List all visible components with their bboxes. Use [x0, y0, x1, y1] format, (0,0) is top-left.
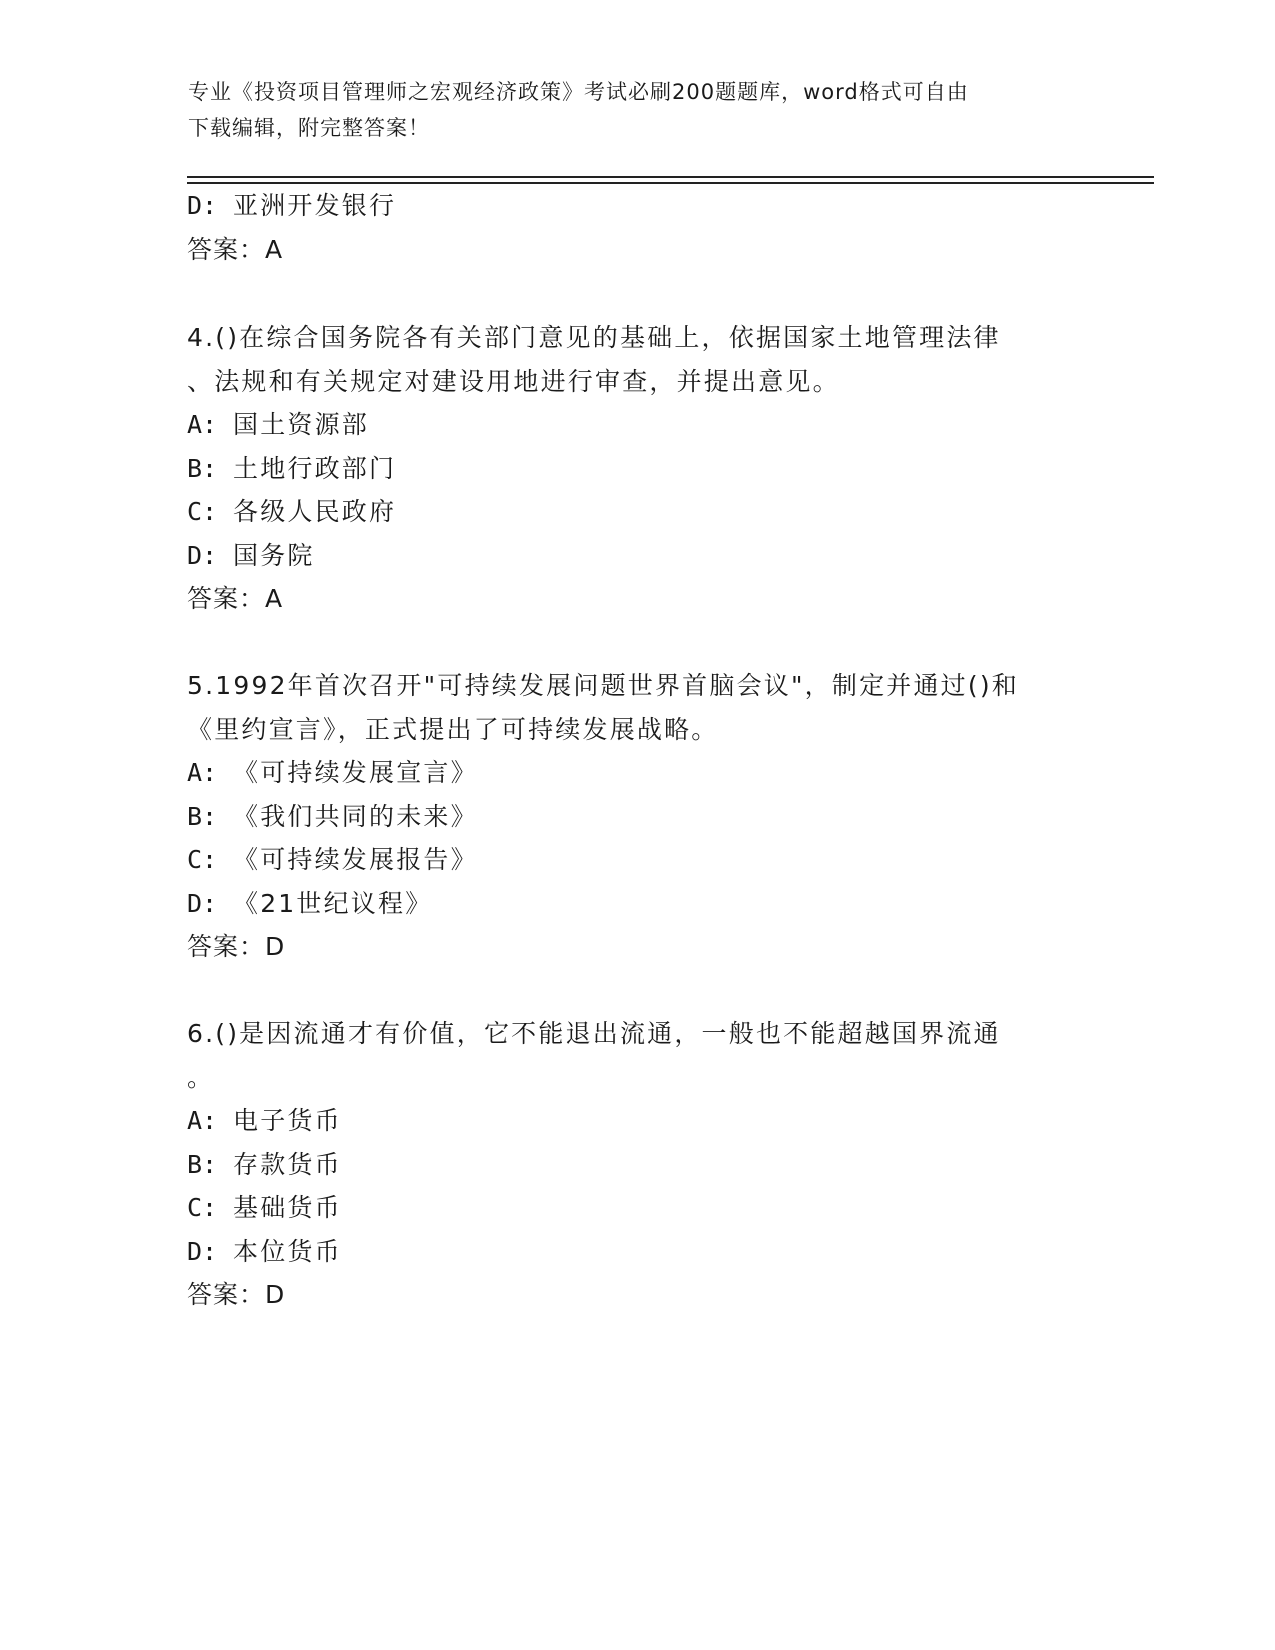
- q6-stem-line-2: 。: [187, 1063, 215, 1092]
- q6-option-d: [187, 1232, 1087, 1268]
- option-label: D:: [187, 191, 218, 220]
- header-line-1: 专业《投资项目管理师之宏观经济政策》考试必刷200题题库，word格式可自由: [188, 80, 969, 104]
- option-text: 国土资源部: [233, 410, 370, 439]
- option-label: A:: [187, 758, 218, 787]
- option-label: A:: [187, 1106, 218, 1135]
- option-label: B:: [187, 802, 218, 831]
- option-label: C:: [187, 845, 218, 874]
- q4-option-a: [187, 405, 1087, 441]
- q3-option-d: [187, 186, 1087, 222]
- q5-stem-line-2: 《里约宣言》，正式提出了可持续发展战略。: [187, 715, 719, 744]
- option-text: 电子货币: [233, 1106, 342, 1135]
- q4-answer: 答案：A: [187, 584, 284, 613]
- header-line-2: 下载编辑，附完整答案！: [188, 116, 430, 140]
- option-text: 《21世纪议程》: [233, 889, 433, 918]
- option-text: 国务院: [233, 541, 315, 570]
- q4-option-b: [187, 449, 1087, 485]
- q5-option-a: [187, 753, 1087, 789]
- option-label: D:: [187, 889, 218, 918]
- option-text: 《我们共同的未来》: [233, 802, 478, 831]
- option-label: B:: [187, 1150, 218, 1179]
- option-text: 存款货币: [233, 1150, 342, 1179]
- header-divider-bottom: [187, 182, 1154, 184]
- q4-stem-line-2: 、法规和有关规定对建设用地进行审查，并提出意见。: [187, 367, 840, 396]
- option-text: 本位货币: [233, 1237, 342, 1266]
- q5-option-d: [187, 884, 1087, 920]
- q5-option-b: [187, 797, 1087, 833]
- q6-option-a: [187, 1101, 1087, 1137]
- q4-option-c: [187, 492, 1087, 528]
- option-label: C:: [187, 497, 218, 526]
- q6-answer: 答案：D: [187, 1280, 286, 1309]
- q4-stem-line-1: 4.()在综合国务院各有关部门意见的基础上，依据国家土地管理法律: [187, 323, 1001, 352]
- q4-option-d: [187, 536, 1087, 572]
- option-label: B:: [187, 454, 218, 483]
- option-text: 各级人民政府: [233, 497, 397, 526]
- option-label: D:: [187, 541, 218, 570]
- option-text: 《可持续发展报告》: [233, 845, 478, 874]
- option-label: A:: [187, 410, 218, 439]
- q6-option-b: [187, 1145, 1087, 1181]
- option-text: 亚洲开发银行: [233, 191, 397, 220]
- option-text: 《可持续发展宣言》: [233, 758, 478, 787]
- q6-option-c: [187, 1188, 1087, 1224]
- document-header: [188, 74, 1068, 146]
- q5-stem-line-1: 5.1992年首次召开"可持续发展问题世界首脑会议"，制定并通过()和: [187, 671, 1019, 700]
- option-label: D:: [187, 1237, 218, 1266]
- option-label: C:: [187, 1193, 218, 1222]
- option-text: 基础货币: [233, 1193, 342, 1222]
- header-divider-top: [187, 176, 1154, 178]
- option-text: 土地行政部门: [233, 454, 397, 483]
- q5-answer: 答案：D: [187, 932, 286, 961]
- q3-answer: 答案：A: [187, 235, 284, 264]
- q6-stem-line-1: 6.()是因流通才有价值，它不能退出流通，一般也不能超越国界流通: [187, 1019, 1001, 1048]
- q5-option-c: [187, 840, 1087, 876]
